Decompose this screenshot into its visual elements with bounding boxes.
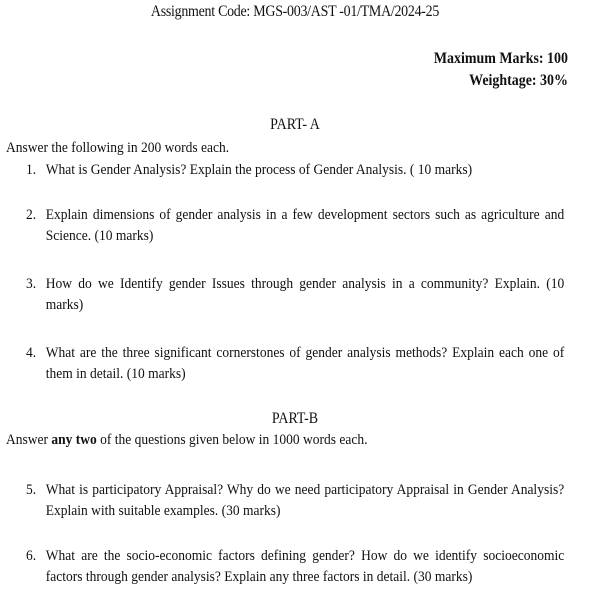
instruction-emphasis: any two <box>51 432 97 448</box>
instruction-text: of the questions given below in 1000 words each. <box>96 432 368 448</box>
question-text: Explain dimensions of gender analysis in a few development sectors such as agriculture and Science. (10 marks) <box>45 207 565 244</box>
question-number: 5. <box>26 482 37 498</box>
question-6 <box>26 546 564 588</box>
question-2 <box>26 205 564 247</box>
marks-block <box>434 48 568 92</box>
part-a-heading: PART- A <box>270 116 320 133</box>
question-text: How do we Identify gender Issues through gender analysis in a community? Explain. (10 marks) <box>45 276 565 313</box>
part-a-instruction: Answer the following in 200 words each. <box>6 140 230 156</box>
maximum-marks: Maximum Marks: 100 <box>433 50 568 67</box>
question-number: 2. <box>26 207 37 223</box>
question-number: 4. <box>26 345 37 361</box>
assignment-code: Assignment Code: MGS-003/AST -01/TMA/2024-25 <box>150 3 440 20</box>
part-b-instruction <box>6 432 367 449</box>
question-text: What are the socio-economic factors defining gender? How do we identify socioeconomic factors through gender analysis? Explain any three factors in detail. (30 marks) <box>45 548 565 585</box>
question-4 <box>26 343 564 385</box>
question-text: What is participatory Appraisal? Why do we need participatory Appraisal in Gender Analysis? Explain with suitable examples. (30 marks) <box>45 482 565 519</box>
question-3 <box>26 274 564 316</box>
part-b-heading: PART-B <box>271 410 319 427</box>
question-number: 6. <box>26 548 37 564</box>
question-number: 1. <box>26 162 37 178</box>
weightage: Weightage: 30% <box>469 72 568 89</box>
question-text: What is Gender Analysis? Explain the process of Gender Analysis. ( 10 marks) <box>45 162 473 178</box>
question-1 <box>26 160 564 181</box>
question-number: 3. <box>26 276 37 292</box>
question-text: What are the three significant cornerstones of gender analysis methods? Explain each one of them in detail. (10 marks) <box>45 345 565 382</box>
instruction-text: Answer <box>6 432 52 448</box>
question-5 <box>26 480 564 522</box>
